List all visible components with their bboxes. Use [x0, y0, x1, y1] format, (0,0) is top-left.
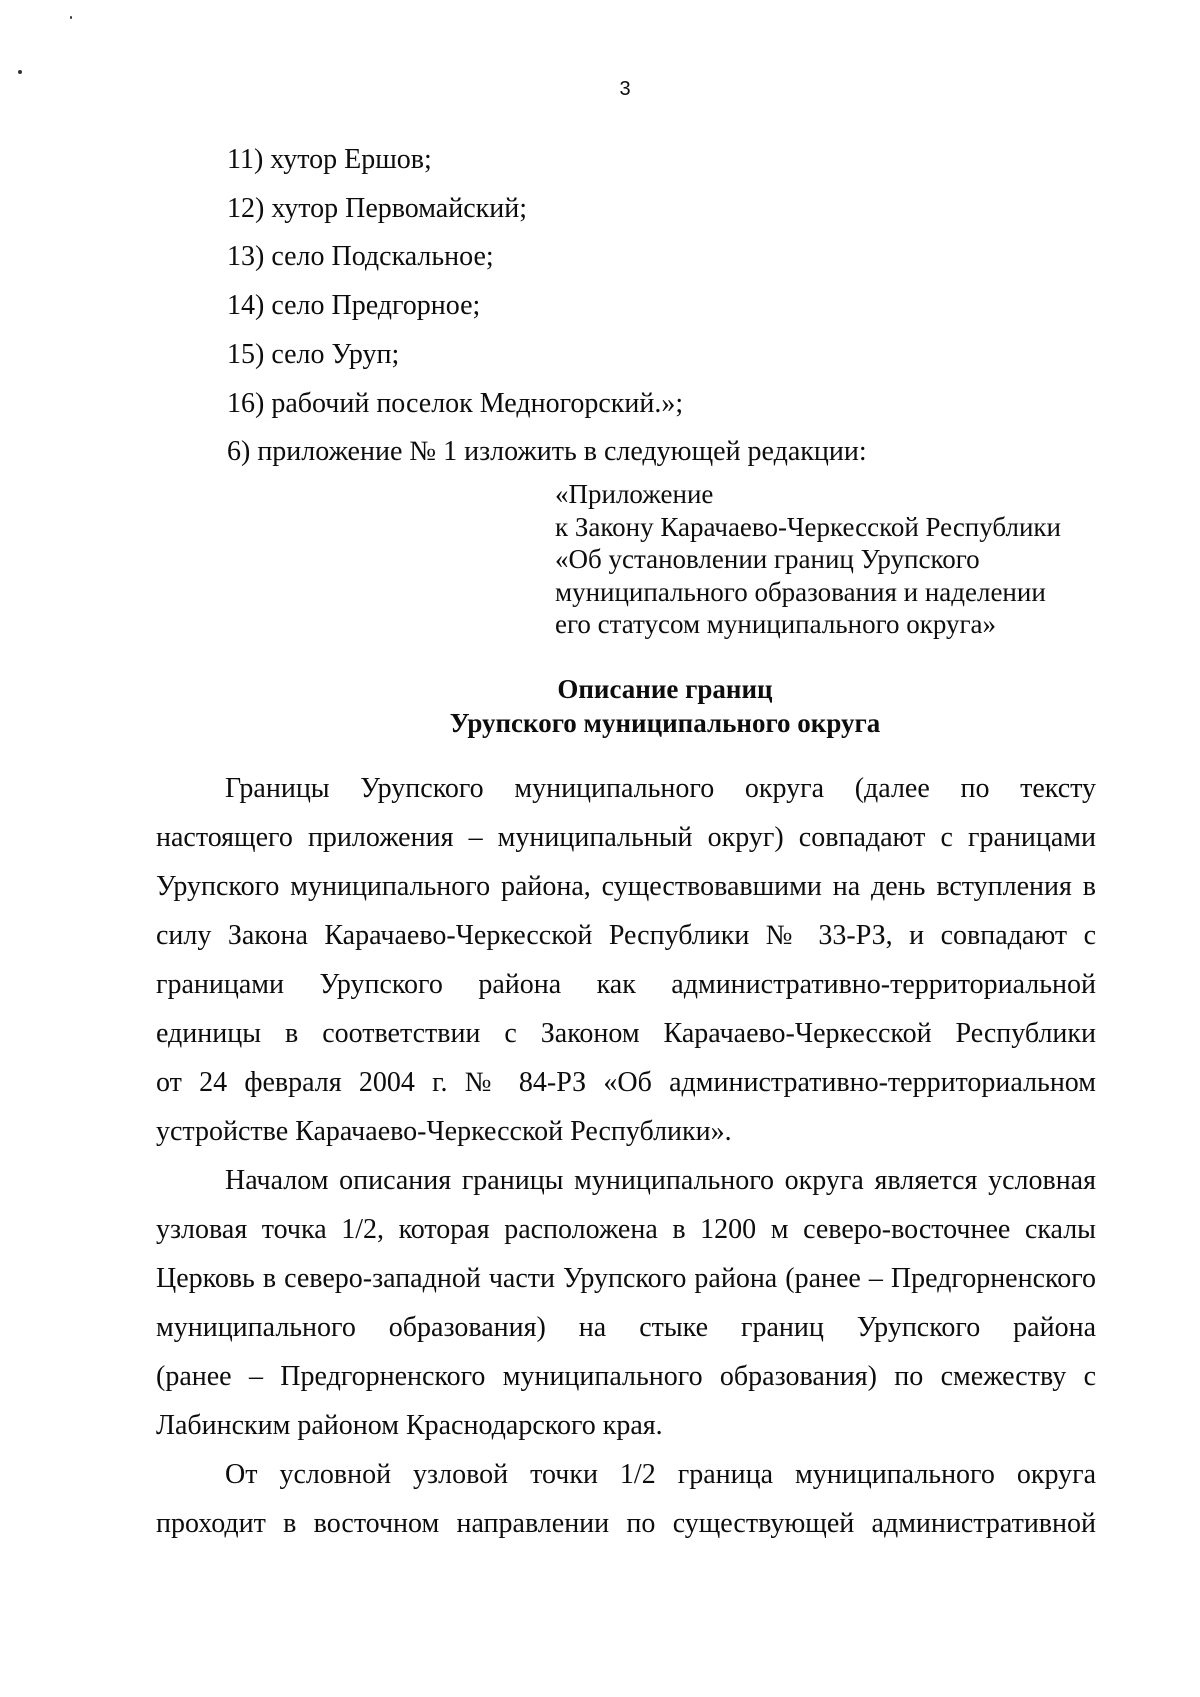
list-item: 12) хутор Первомайский;: [227, 192, 527, 224]
appendix-note-line: «Об установлении границ Урупского: [555, 544, 980, 574]
paragraph-line: единицы в соответствии с Законом Карачаево-Черкесской Республики: [156, 1018, 1096, 1049]
scan-speck: [18, 70, 22, 74]
page-number: 3: [619, 78, 631, 100]
paragraph-line: муниципального образования) на стыке границ Урупского района: [156, 1312, 1096, 1343]
paragraph-line: От условной узловой точки 1/2 граница муниципального округа: [225, 1459, 1096, 1490]
appendix-note-line: его статусом муниципального округа»: [555, 609, 997, 639]
settlement-list: [227, 136, 867, 477]
paragraph-line: границами Урупского района как административно-территориальной: [156, 969, 1096, 1000]
paragraph-line: Началом описания границы муниципального округа является условная: [225, 1165, 1096, 1196]
paragraph-line: Урупского муниципального района, существовавшими на день вступления в: [156, 871, 1096, 902]
paragraph-line: Лабинским районом Краснодарского края.: [156, 1410, 663, 1441]
section-title: Описание границ: [557, 674, 773, 704]
scan-speck: [70, 16, 72, 19]
appendix-note-line: к Закону Карачаево-Черкесской Республики: [555, 511, 1061, 542]
section-subtitle: Урупского муниципального округа: [449, 708, 881, 738]
list-item: 14) село Предгорное;: [227, 290, 481, 322]
appendix-note-line: муниципального образования и наделении: [555, 576, 1046, 607]
list-item: 15) село Уруп;: [227, 338, 400, 370]
paragraph-line: устройстве Карачаево-Черкесской Республики».: [156, 1116, 732, 1147]
paragraph-line: проходит в восточном направлении по существующей административной: [156, 1508, 1096, 1539]
paragraph-line: от 24 февраля 2004 г. № 84-РЗ «Об административно-территориальном: [156, 1067, 1096, 1098]
appendix-note: [555, 478, 1061, 641]
paragraph-line: Границы Урупского муниципального округа (далее по тексту: [225, 773, 1096, 804]
paragraph-line: силу Закона Карачаево-Черкесской Республики № 33-РЗ, и совпадают с: [156, 920, 1096, 951]
list-item: 13) село Подскальное;: [227, 241, 494, 273]
list-item: 11) хутор Ершов;: [227, 144, 432, 175]
paragraph-line: Церковь в северо-западной части Урупского района (ранее – Предгорненского: [156, 1263, 1096, 1294]
paragraph-line: настоящего приложения – муниципальный округ) совпадают с границами: [156, 822, 1096, 853]
list-item: 16) рабочий поселок Медногорский.»;: [227, 387, 684, 419]
appendix-note-line: «Приложение: [555, 479, 714, 509]
paragraph-line: узловая точка 1/2, которая расположена в 1200 м северо-восточнее скалы: [156, 1214, 1096, 1245]
list-item: 6) приложение № 1 изложить в следующей редакции:: [227, 436, 867, 468]
paragraph-line: (ранее – Предгорненского муниципального образования) по смежеству с: [156, 1361, 1096, 1392]
